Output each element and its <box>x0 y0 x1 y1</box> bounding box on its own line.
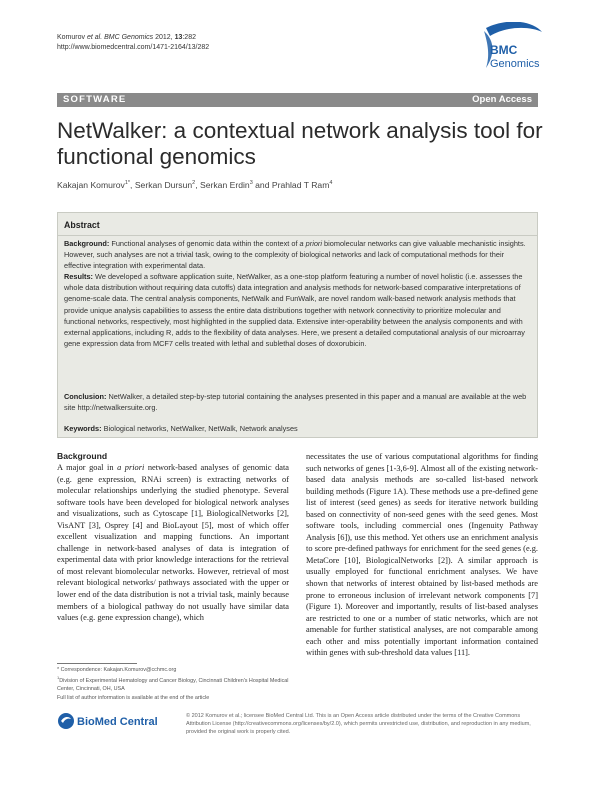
correspondence-note: * Correspondence: Kakajan.Komurov@cchmc.org <box>57 667 177 673</box>
header-year: 2012, <box>155 34 173 41</box>
author-1: Kakajan Komurov$^{1*}$, <box>57 180 135 190</box>
abstract-results: Results: We developed a software application suite, NetWalker, as a one-stop platform featuring a number of novel holistic (i.e. assesses the whole data distribution without requiring data cutoffs) data integration and analysis methods for network-based comparative interpretations of genome-scale data. The central analysis components, NetWalk and FunWalk, are novel random walk-based network analysis methods that provide unique analysis capabilities to assess the entire data distributions together with network connectivity to prioritize molecular and functional networks, respectively, most highlighted in the supplied data. Extensive inter-operability between the analysis components and with external applications, including R, adds to the flexibility of data analyses. Here, we present a detailed computational analysis of our microarray gene expression data from MCF7 cells treated with lethal and sublethal doses of doxorubicin. <box>64 272 525 349</box>
abstract-divider <box>58 235 537 236</box>
author-2: Serkan Dursun$^2$, <box>134 180 200 190</box>
abstract-conclusion: Conclusion: NetWalker, a detailed step-by-step tutorial containing the analyses presented in this paper and a manual are available at the web site http://netwalkersuite.org. <box>64 392 527 413</box>
abstract-background: Background: Functional analyses of genomic data within the context of a priori biomolecular networks can give valuable mechanistic insights. However, such analyses are not a trivial task, owing to the complexity of biological networks and lack of computational methods for their effective integration with experimental data. <box>64 239 526 271</box>
logo-bmc: BMC <box>490 43 518 57</box>
header-volume: 13 <box>174 34 183 41</box>
section-label: SOFTWARE <box>63 94 127 105</box>
bmc-genomics-logo <box>476 22 556 78</box>
header-page: :282 <box>182 34 196 41</box>
running-header <box>57 33 209 52</box>
full-list-note: Full list of author information is available at the end of the article <box>57 694 210 701</box>
section-banner <box>57 93 538 107</box>
citation-line <box>57 33 209 43</box>
logo-genomics: Genomics <box>490 58 540 70</box>
header-author: Komurov <box>57 34 86 41</box>
header-url[interactable]: http://www.biomedcentral.com/1471-2164/13/282 <box>57 43 210 51</box>
abstract-box <box>57 212 538 438</box>
author-3: Serkan Erdin$^3$ and <box>200 180 272 190</box>
article-title: NetWalker: a contextual network analysis tool for functional genomics <box>57 118 543 169</box>
abstract-keywords: Keywords: Biological networks, NetWalker, NetWalk, Network analyses <box>64 424 298 433</box>
publisher-name: BioMed Central <box>77 716 158 728</box>
copyright-notice: © 2012 Komurov et al.; licensee BioMed Central Ltd. This is an Open Access article distributed under the terms of the Creative Commons Attribution License (http://creativecommons.org/licenses/by/2.0), which permits unrestricted use, distribution, and reproduction in any medium, provided the original work is properly cited. <box>186 713 531 735</box>
author-4: Prahlad T Ram$^4$ <box>271 180 333 190</box>
header-journal: BMC Genomics <box>104 34 154 41</box>
body-column-left <box>57 451 289 624</box>
biomed-central-logo <box>57 710 169 732</box>
footnote-divider <box>57 663 137 664</box>
open-access-label: Open Access <box>472 94 532 105</box>
background-paragraph: A major goal in a priori network-based analyses of genomic data (e.g. gene expression, RNAi screen) is extracting networks of molecular relationships underlying the studied phenotype. Several software tools have been developed for biological network analyses and visualizations, such as Cytoscape [1], BiologicalNetworks [2], VisANT [3], Osprey [4] and BioLayout [5], most of which offer excellent visualization and mapping functions. An important challenge in network-based analyses of data is integration of experimental data with prior knowledge interactions for the retrieval of most relevant biomolecular networks. However, retrieval of most relevant biological networks/ pathways associated with the upper or lower end of the data distribution is not a trivial task, mainly because members of a biological pathway do not usually have similar data values (e.g. gene expression change), which <box>57 463 289 623</box>
logo-mark <box>58 713 74 729</box>
footnotes <box>57 666 289 702</box>
logo-swoosh <box>486 22 542 36</box>
author-list <box>57 180 332 190</box>
background-paragraph-continued: necessitates the use of various computational algorithms for finding such networks of genes [1-3,6-9]. Almost all of the existing network-based data analysis methods are so-called list-based network building methods (Figure 1A). These methods use a pre-defined gene list of interest (seed genes) as seeds for iterative network building based on connectivity of non-seed genes with the seed genes. Most software tools, including commercial ones (Ingenuity Pathway Analysis [6]), use this method. Yet others use an enrichment analysis to score pre-defined pathways for enrichment for the seed genes (e.g. MetaCore [10], BiologicalNetworks [2]). A similar approach is usually employed for functional enrichment analyses. We have shown that networks of interest obtained by list-based methods are prone to erroneous inclusion of irrelevant network components [7] (Figure 1). Moreover and importantly, results of list-based analyses are restricted to one or a number of static networks, which are not amenable for further statistical analyses, are not comparable among each other and miss potentially important information contained within genes with sub-threshold data values [11]. <box>306 452 538 658</box>
affiliation-note: $^1$Division of Experimental Hematology and Cancer Biology, Cincinnati Children's Hospital Medical Center, Cincinnati, OH, USA <box>57 675 289 693</box>
header-et-al: et al. <box>86 34 103 41</box>
body-column-right <box>306 451 538 659</box>
abstract-heading: Abstract <box>64 220 100 230</box>
background-heading: Background <box>57 451 108 461</box>
